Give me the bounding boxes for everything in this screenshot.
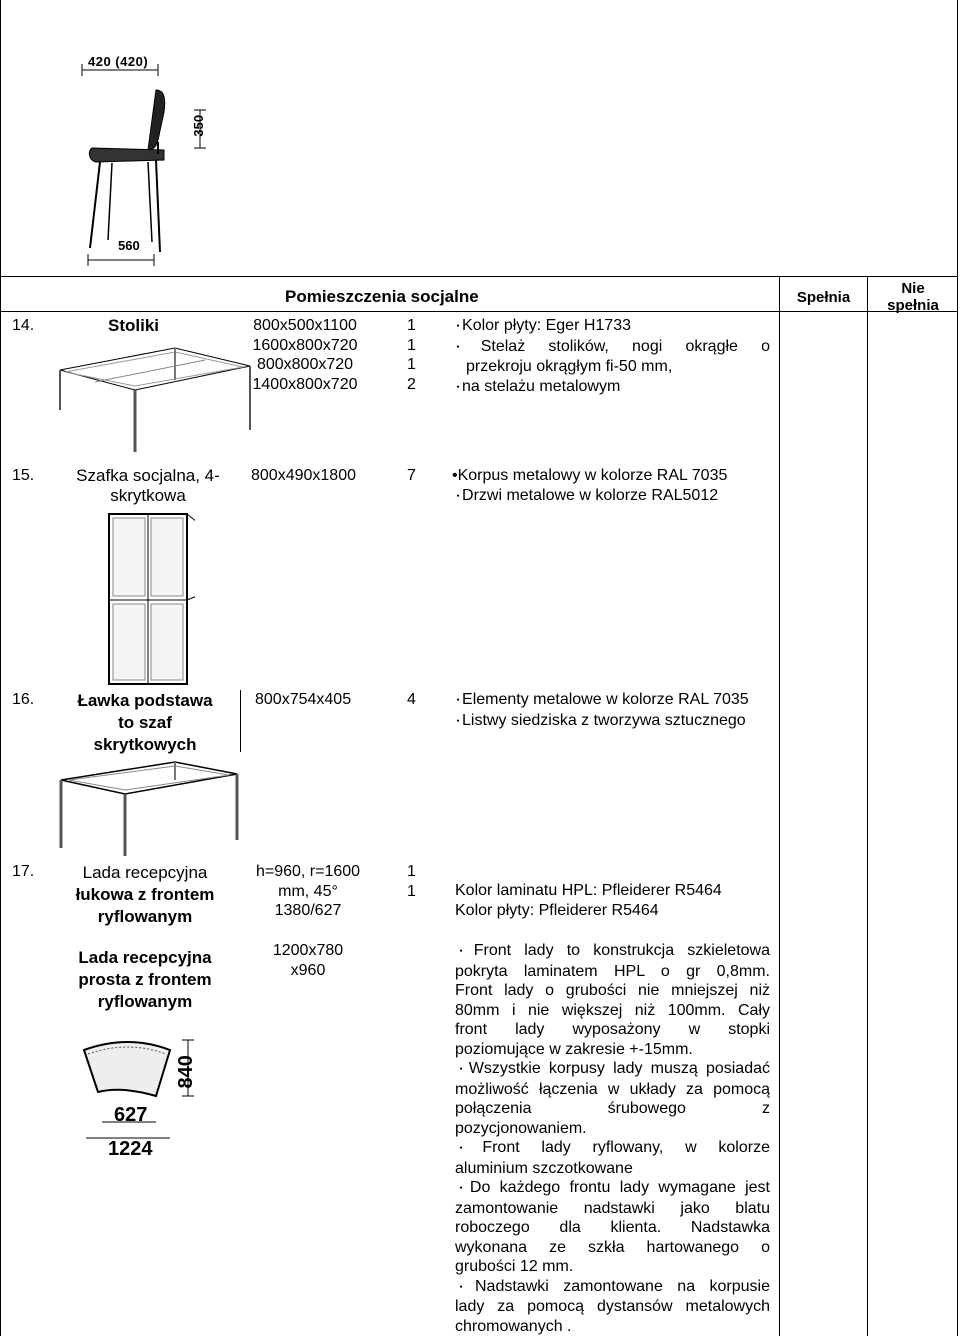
row-17-desc-line: Kolor płyty: Pfleiderer R5464 — [455, 901, 659, 919]
row-17-dim2: 1200x780 — [272, 942, 344, 959]
row-14-qty-item: 1 — [407, 336, 416, 354]
desc2-line: poziomujące w zakresie +-15mm. — [455, 1040, 693, 1058]
col-rule-meets — [779, 276, 780, 1336]
desc2-line: ・ Wszystkie korpusy lady muszą posiadać — [455, 1059, 770, 1080]
row-14-qty — [407, 316, 416, 394]
row-17-desc — [455, 881, 770, 920]
section-title: Pomieszczenia socjalne — [285, 287, 479, 306]
chair-dim-top: 420 (420) — [88, 54, 149, 69]
counter-dim-outer: 1224 — [108, 1138, 153, 1160]
table-border-right — [957, 0, 958, 1336]
bench-drawing — [55, 760, 245, 860]
desc2-line: grubości 12 mm. — [455, 1258, 574, 1275]
row-15-desc-line: •Korpus metalowy w kolorze RAL 7035 — [452, 467, 728, 484]
row-17-name-line: łukowa z frontem — [75, 885, 215, 904]
chair-dim-bottom: 560 — [118, 238, 140, 253]
row-14-name: Stoliki — [108, 316, 160, 335]
row-16-desc-line: ・ Listwy siedziska z tworzywa sztucznego — [452, 711, 770, 732]
desc2-line: wykonana ze szkła hartowanego o — [455, 1238, 770, 1256]
row-14-desc-line: ・ Stelaż stolików, nogi okrągłe o — [452, 337, 770, 358]
row-14-qty-item: 1 — [407, 317, 416, 334]
counter-dim-inner: 627 — [114, 1104, 148, 1126]
row-14-dim: 1400x800x720 — [252, 375, 358, 393]
desc2-line: 80mm i nie większej niż 100mm. Cały — [455, 1001, 770, 1019]
desc2-line: pozycjonowaniem. — [455, 1119, 587, 1137]
row-17-name-line: Lada recepcyjna — [82, 863, 208, 882]
row-17-dims2 — [240, 941, 376, 980]
row-14-dim: 1600x800x720 — [252, 336, 358, 354]
row-14-number: 14. — [12, 317, 35, 334]
desc2-line: pokryta laminatem HPL o gr 0,8mm. — [455, 962, 770, 980]
row-14-desc — [452, 316, 770, 397]
row-17-name2-line: ryflowanym — [97, 992, 193, 1011]
row-14-dim: 800x800x720 — [256, 356, 354, 373]
row-14-dim: 800x500x1100 — [253, 317, 357, 334]
desc2-line: ・ Front lady ryflowany, w kolorze — [455, 1138, 770, 1159]
row-17-dim2: x960 — [290, 961, 326, 979]
row-17-name2 — [58, 947, 232, 1013]
row-15-number: 15. — [12, 467, 35, 484]
row-17-name2-line: prosta z frontem — [78, 970, 212, 989]
desc2-line: lady za pomocą dystansów metalowych — [455, 1298, 770, 1315]
row-16-desc-line: ・ Elementy metalowe w kolorze RAL 7035 — [452, 690, 770, 711]
row-16-name-line: to szaf — [118, 713, 172, 732]
row-15-name-line: Szafka socjalna, 4- — [76, 466, 220, 485]
row-16-name — [60, 690, 230, 756]
row-14-dims — [240, 316, 370, 394]
row-14-desc-line: przekroju okrągłym fi-50 mm, — [466, 358, 673, 375]
row-17-qty-item: 1 — [407, 863, 416, 880]
row-17-number: 17. — [12, 863, 35, 880]
row-17-qty — [407, 862, 416, 901]
desc2-line: roboczego dla klienta. Nadstawka — [455, 1219, 770, 1236]
row-17-name — [58, 862, 232, 928]
row-15-name-line: skrytkowa — [110, 485, 186, 505]
row-15-desc — [452, 466, 770, 506]
row-17-name2-line: Lada recepcyjna — [78, 948, 212, 967]
desc2-line: aluminium szczotkowane — [455, 1159, 633, 1177]
curved-counter-drawing — [80, 1030, 240, 1140]
row-17-name-line: ryflowanym — [97, 907, 193, 926]
col-header-not-meets-1: Nie — [901, 280, 925, 297]
counter-dim-height: 840 — [174, 1055, 197, 1089]
table-border-left — [0, 0, 1, 1336]
row-15-desc-line: ・ Drzwi metalowe w kolorze RAL5012 — [452, 486, 770, 507]
col-header-not-meets — [868, 280, 958, 314]
table-frame-drawing — [55, 340, 255, 460]
row-17-desc2 — [455, 941, 770, 1336]
col-header-not-meets-2: spełnia — [887, 297, 939, 314]
row-17-dim: mm, 45° — [278, 882, 338, 900]
desc2-line: Front lady o grubości nie mniejszej niż — [455, 982, 770, 999]
row-17-desc-line: Kolor laminatu HPL: Pfleiderer R5464 — [455, 882, 722, 899]
row-16-name-line: Ławka podstawa — [77, 691, 213, 710]
row-14-desc-line: ・ Kolor płyty: Eger H1733 — [452, 316, 770, 337]
locker-drawing — [105, 508, 195, 688]
row-14-qty-item: 2 — [407, 375, 416, 393]
row-15-name — [58, 466, 238, 505]
desc2-line: ・ Nadstawki zamontowane na korpusie — [455, 1277, 770, 1298]
col-rule-not-meets — [867, 276, 868, 1336]
desc2-line: ・ Front lady to konstrukcja szkieletowa — [455, 941, 770, 962]
row-14-qty-item: 1 — [407, 356, 416, 373]
row-17-dim: h=960, r=1600 — [255, 863, 361, 880]
desc2-line: połączenia śrubowego z — [455, 1100, 770, 1117]
row-16-number: 16. — [12, 691, 35, 708]
row-16-name-line: skrytkowych — [93, 735, 197, 754]
row-17-dim: 1380/627 — [274, 902, 342, 919]
desc2-line: front lady wyposażony w stopki — [455, 1021, 770, 1038]
row-16-dims: 800x754x405 — [255, 691, 352, 708]
row-16-qty: 4 — [407, 691, 416, 708]
row-14-desc-line: ・ na stelażu metalowym — [452, 377, 770, 398]
row-16-name-rule — [240, 690, 241, 752]
row-15-dims: 800x490x1800 — [251, 467, 356, 484]
desc2-line: zamontowanie nadstawki jako blatu — [455, 1199, 770, 1217]
col-header-meets: Spełnia — [796, 289, 851, 306]
desc2-line: ・ Do każdego frontu lady wymagane jest — [455, 1178, 770, 1199]
row-17-dims — [240, 862, 376, 921]
row-15-qty: 7 — [407, 467, 416, 484]
header-bottom-rule — [0, 311, 958, 312]
chair-dim-side: 350 — [191, 114, 207, 137]
desc2-line: chromowanych . — [455, 1317, 572, 1335]
row-16-desc — [452, 690, 770, 731]
row-17-qty-item: 1 — [407, 882, 416, 900]
desc2-line: możliwość łączenia w układy za pomocą — [455, 1080, 770, 1098]
